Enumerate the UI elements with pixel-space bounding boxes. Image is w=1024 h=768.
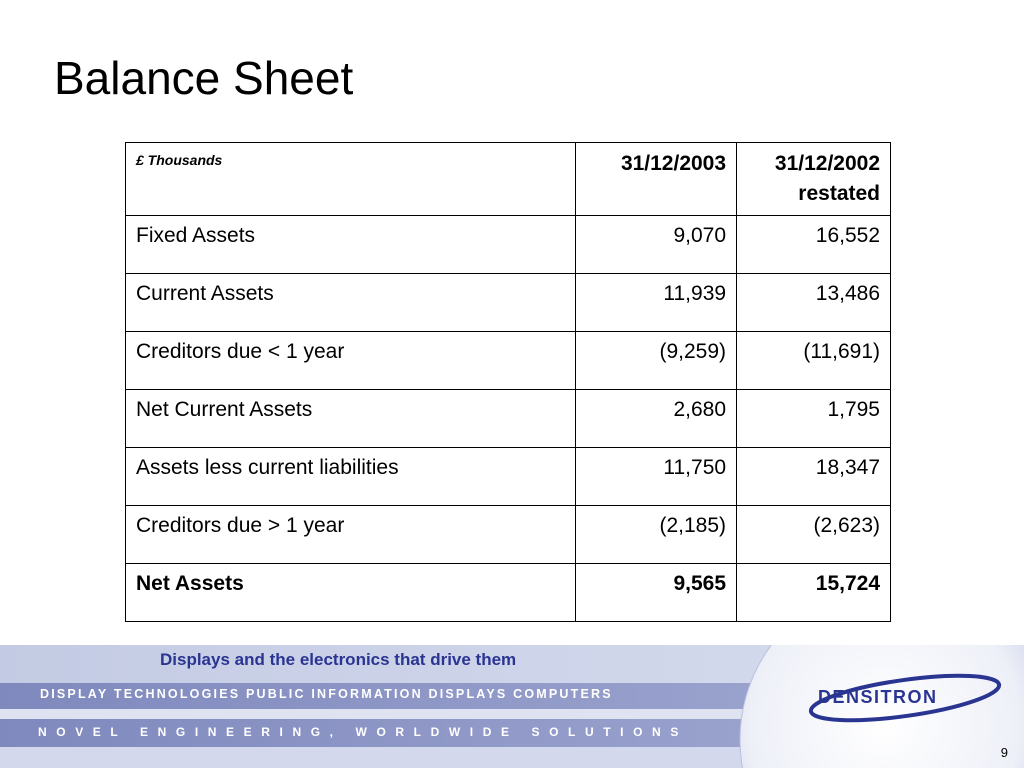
table-row	[126, 274, 891, 332]
col-header-2002-date: 31/12/2002	[774, 152, 880, 175]
table-row	[126, 506, 891, 564]
row-label: Fixed Assets	[126, 216, 576, 274]
page-number: 9	[1000, 745, 1008, 760]
table-header-row	[126, 143, 891, 216]
unit-label: £ Thousands	[126, 143, 576, 216]
value-2002: 18,347	[737, 448, 891, 506]
total-2003: 9,565	[576, 564, 737, 622]
value-2002: (2,623)	[737, 506, 891, 564]
value-2003: 9,070	[576, 216, 737, 274]
row-label: Assets less current liabilities	[126, 448, 576, 506]
table-row	[126, 390, 891, 448]
value-2002: 13,486	[737, 274, 891, 332]
value-2003: 11,750	[576, 448, 737, 506]
row-label: Creditors due > 1 year	[126, 506, 576, 564]
company-logo: DENSITRON	[818, 687, 938, 707]
table-row	[126, 448, 891, 506]
col-header-2002-note: restated	[798, 182, 880, 205]
row-label: Current Assets	[126, 274, 576, 332]
value-2003: 2,680	[576, 390, 737, 448]
slide-title: Balance Sheet	[54, 52, 354, 104]
value-2003: (2,185)	[576, 506, 737, 564]
footer-band-product-lines: DISPLAY TECHNOLOGIES PUBLIC INFORMATION DISPLAYS COMPUTERS	[40, 687, 613, 701]
table-row	[126, 216, 891, 274]
footer-tagline: Displays and the electronics that drive them	[160, 650, 517, 669]
col-header-2003	[576, 143, 737, 216]
total-2002: 15,724	[737, 564, 891, 622]
value-2003: (9,259)	[576, 332, 737, 390]
value-2003: 11,939	[576, 274, 737, 332]
footer-band-slogan: NOVEL ENGINEERING, WORLDWIDE SOLUTIONS	[38, 725, 688, 739]
col-header-2002	[737, 143, 891, 216]
balance-sheet-table	[125, 142, 891, 622]
row-label: Creditors due < 1 year	[126, 332, 576, 390]
value-2002: (11,691)	[737, 332, 891, 390]
col-header-2003-text: 31/12/2003	[620, 152, 727, 175]
table-total-row	[126, 564, 891, 622]
row-label: Net Current Assets	[126, 390, 576, 448]
value-2002: 1,795	[737, 390, 891, 448]
value-2002: 16,552	[737, 216, 891, 274]
total-label: Net Assets	[126, 564, 576, 622]
table-row	[126, 332, 891, 390]
